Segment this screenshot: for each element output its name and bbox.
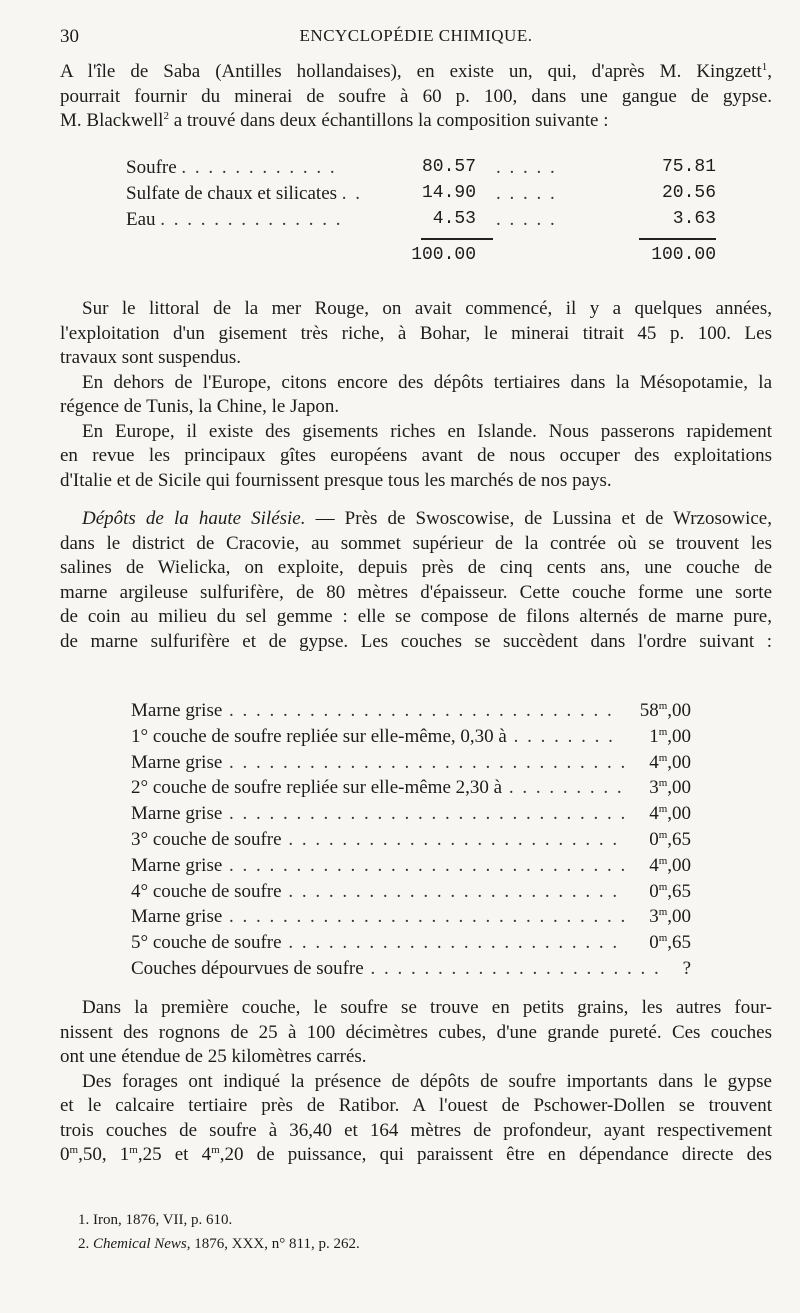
layer-row: Couches dépourvues de soufre . . . . . . . . . . . . . . . . . . . . . . ? bbox=[131, 957, 691, 979]
layer-row: 5° couche de soufre . . . . . . . . . . . . . . . . . . . . . . . . . 0$^m$,65 bbox=[131, 932, 691, 954]
layer-thickness: ? bbox=[682, 957, 691, 979]
composition-table bbox=[126, 157, 716, 271]
layer-thickness: 3$^m$,00 bbox=[649, 906, 691, 928]
table-total-row: 100.00 100.00 bbox=[411, 245, 716, 265]
layer-row: 4° couche de soufre . . . . . . . . . . . . . . . . . . . . . . . . . 0$^m$,65 bbox=[131, 880, 691, 902]
layer-thickness: 3$^m$,00 bbox=[649, 777, 691, 799]
layer-row: Marne grise . . . . . . . . . . . . . . . . . . . . . . . . . . . . . . 4$^m$,00 bbox=[131, 803, 691, 825]
layer-row: 3° couche de soufre . . . . . . . . . . . . . . . . . . . . . . . . . 0$^m$,65 bbox=[131, 828, 691, 850]
layer-row: 2° couche de soufre repliée sur elle-même 2,30 à . . . . . . . . . 3$^m$,00 bbox=[131, 777, 691, 799]
layer-row: Marne grise . . . . . . . . . . . . . . . . . . . . . . . . . . . . . . 3$^m$,00 bbox=[131, 906, 691, 928]
layer-thickness: 0$^m$,65 bbox=[649, 880, 691, 902]
table-row: Soufre . . . . . . . . . . . . 80.57 . . . . . 75.81 bbox=[126, 157, 716, 178]
main-text: Sur le littoral de la mer Rouge, on avait commencé, il y a quelques années, l'exploitation d'un gisement très riche, à Bohar, le minerai titrait 45 p. 100. Les travaux sont suspendus. En dehors de l'Europe, citons encore des dépôts tertiaires dans la Mésopotamie, la régence de Tunis, la Chine, le Japon. En Europe, il existe des gisements riches en Islande. Nous passerons rapidement en revue les principaux gîtes européens avant de nous occuper des exploitations d'Italie et de Sicile qui fournissent presque tous les marchés de nos pays. Dépôts de la haute Silésie. — Près de Swoscowise, de Lussina et de Wrzosowice, dans le district de Cracovie, au sommet supérieur de la contrée où se trouvent les salines de Wielicka, on exploite, depuis près de cinq cents ans, une couche de marne argileuse sulfurifère, de 80 mètres d'épaisseur. Cette couche forme une sorte de coin au milieu du sel gemme : elle se compose de filons alternés de marne pure, de marne sulfurifère et de gypse. Les couches se succèdent dans l'ordre suivant : bbox=[60, 298, 772, 652]
layer-thickness: 1$^m$,00 bbox=[649, 725, 691, 747]
paragraph-saba: A l'île de Saba (Antilles hollandaises), en existe un, qui, d'après M. Kingzett$^1$, pourrait fournir du minerai de soufre à 60 p. 100, dans une gangue de gypse. M. Blackwell$^2$ a trouvé dans deux échantillons la composition suivante : bbox=[60, 61, 772, 131]
layer-row: 1° couche de soufre repliée sur elle-même, 0,30 à . . . . . . . . 1$^m$,00 bbox=[131, 725, 691, 747]
page-header bbox=[60, 22, 772, 52]
sum-rule bbox=[421, 238, 493, 240]
layer-thickness: 4$^m$,00 bbox=[649, 854, 691, 876]
footnote-ref-2: 2 bbox=[163, 110, 169, 122]
layers-table bbox=[131, 700, 691, 984]
running-title: ENCYCLOPÉDIE CHIMIQUE. bbox=[299, 26, 533, 45]
sum-rule bbox=[639, 238, 716, 240]
layer-thickness: 58$^m$,00 bbox=[639, 700, 691, 721]
table-row: Sulfate de chaux et silicates . . 14.90 . . . . . 20.56 bbox=[126, 183, 716, 204]
layer-row: Marne grise . . . . . . . . . . . . . . . . . . . . . . . . . . . . . . 4$^m$,00 bbox=[131, 854, 691, 876]
layer-thickness: 4$^m$,00 bbox=[649, 803, 691, 825]
footnote-2: 2. Chemical News, 1876, XXX, n° 811, p. 262. bbox=[78, 1236, 360, 1252]
page-number: 30 bbox=[60, 26, 79, 47]
table-row: Eau . . . . . . . . . . . . . . 4.53 . . . . . 3.63 bbox=[126, 209, 716, 230]
closing-text: Dans la première couche, le soufre se trouve en petits grains, les autres four- nissent des rognons de 25 à 100 décimètres cubes, d'une grande pureté. Ces couches ont une étendue de 25 kilomètres carrés. Des forages ont indiqué la présence de dépôts de soufre importants dans le gypse et le calcaire tertiaire près de Ratibor. A l'ouest de Pschower-Dollen se trouvent trois couches de soufre à 36,40 et 164 mètres de profondeur, ayant respectivement 0$^m$,50, 1$^m$,25 et 4$^m$,20 de puissance, qui paraissent être en dépendance directe des bbox=[60, 997, 773, 1165]
layer-row: Marne grise . . . . . . . . . . . . . . . . . . . . . . . . . . . . . 58$^m$,00 bbox=[131, 700, 691, 721]
layer-row: Marne grise . . . . . . . . . . . . . . . . . . . . . . . . . . . . . . 4$^m$,00 bbox=[131, 751, 691, 773]
footnote-ref-1: 1 bbox=[761, 61, 768, 73]
section-heading: Dépôts de la haute Silésie. bbox=[82, 508, 306, 529]
footnote-1: 1. Iron, 1876, VII, p. 610. bbox=[78, 1212, 233, 1228]
layer-thickness: 4$^m$,00 bbox=[649, 751, 691, 773]
layer-thickness: 0$^m$,65 bbox=[649, 828, 691, 850]
layer-thickness: 0$^m$,65 bbox=[649, 932, 691, 954]
